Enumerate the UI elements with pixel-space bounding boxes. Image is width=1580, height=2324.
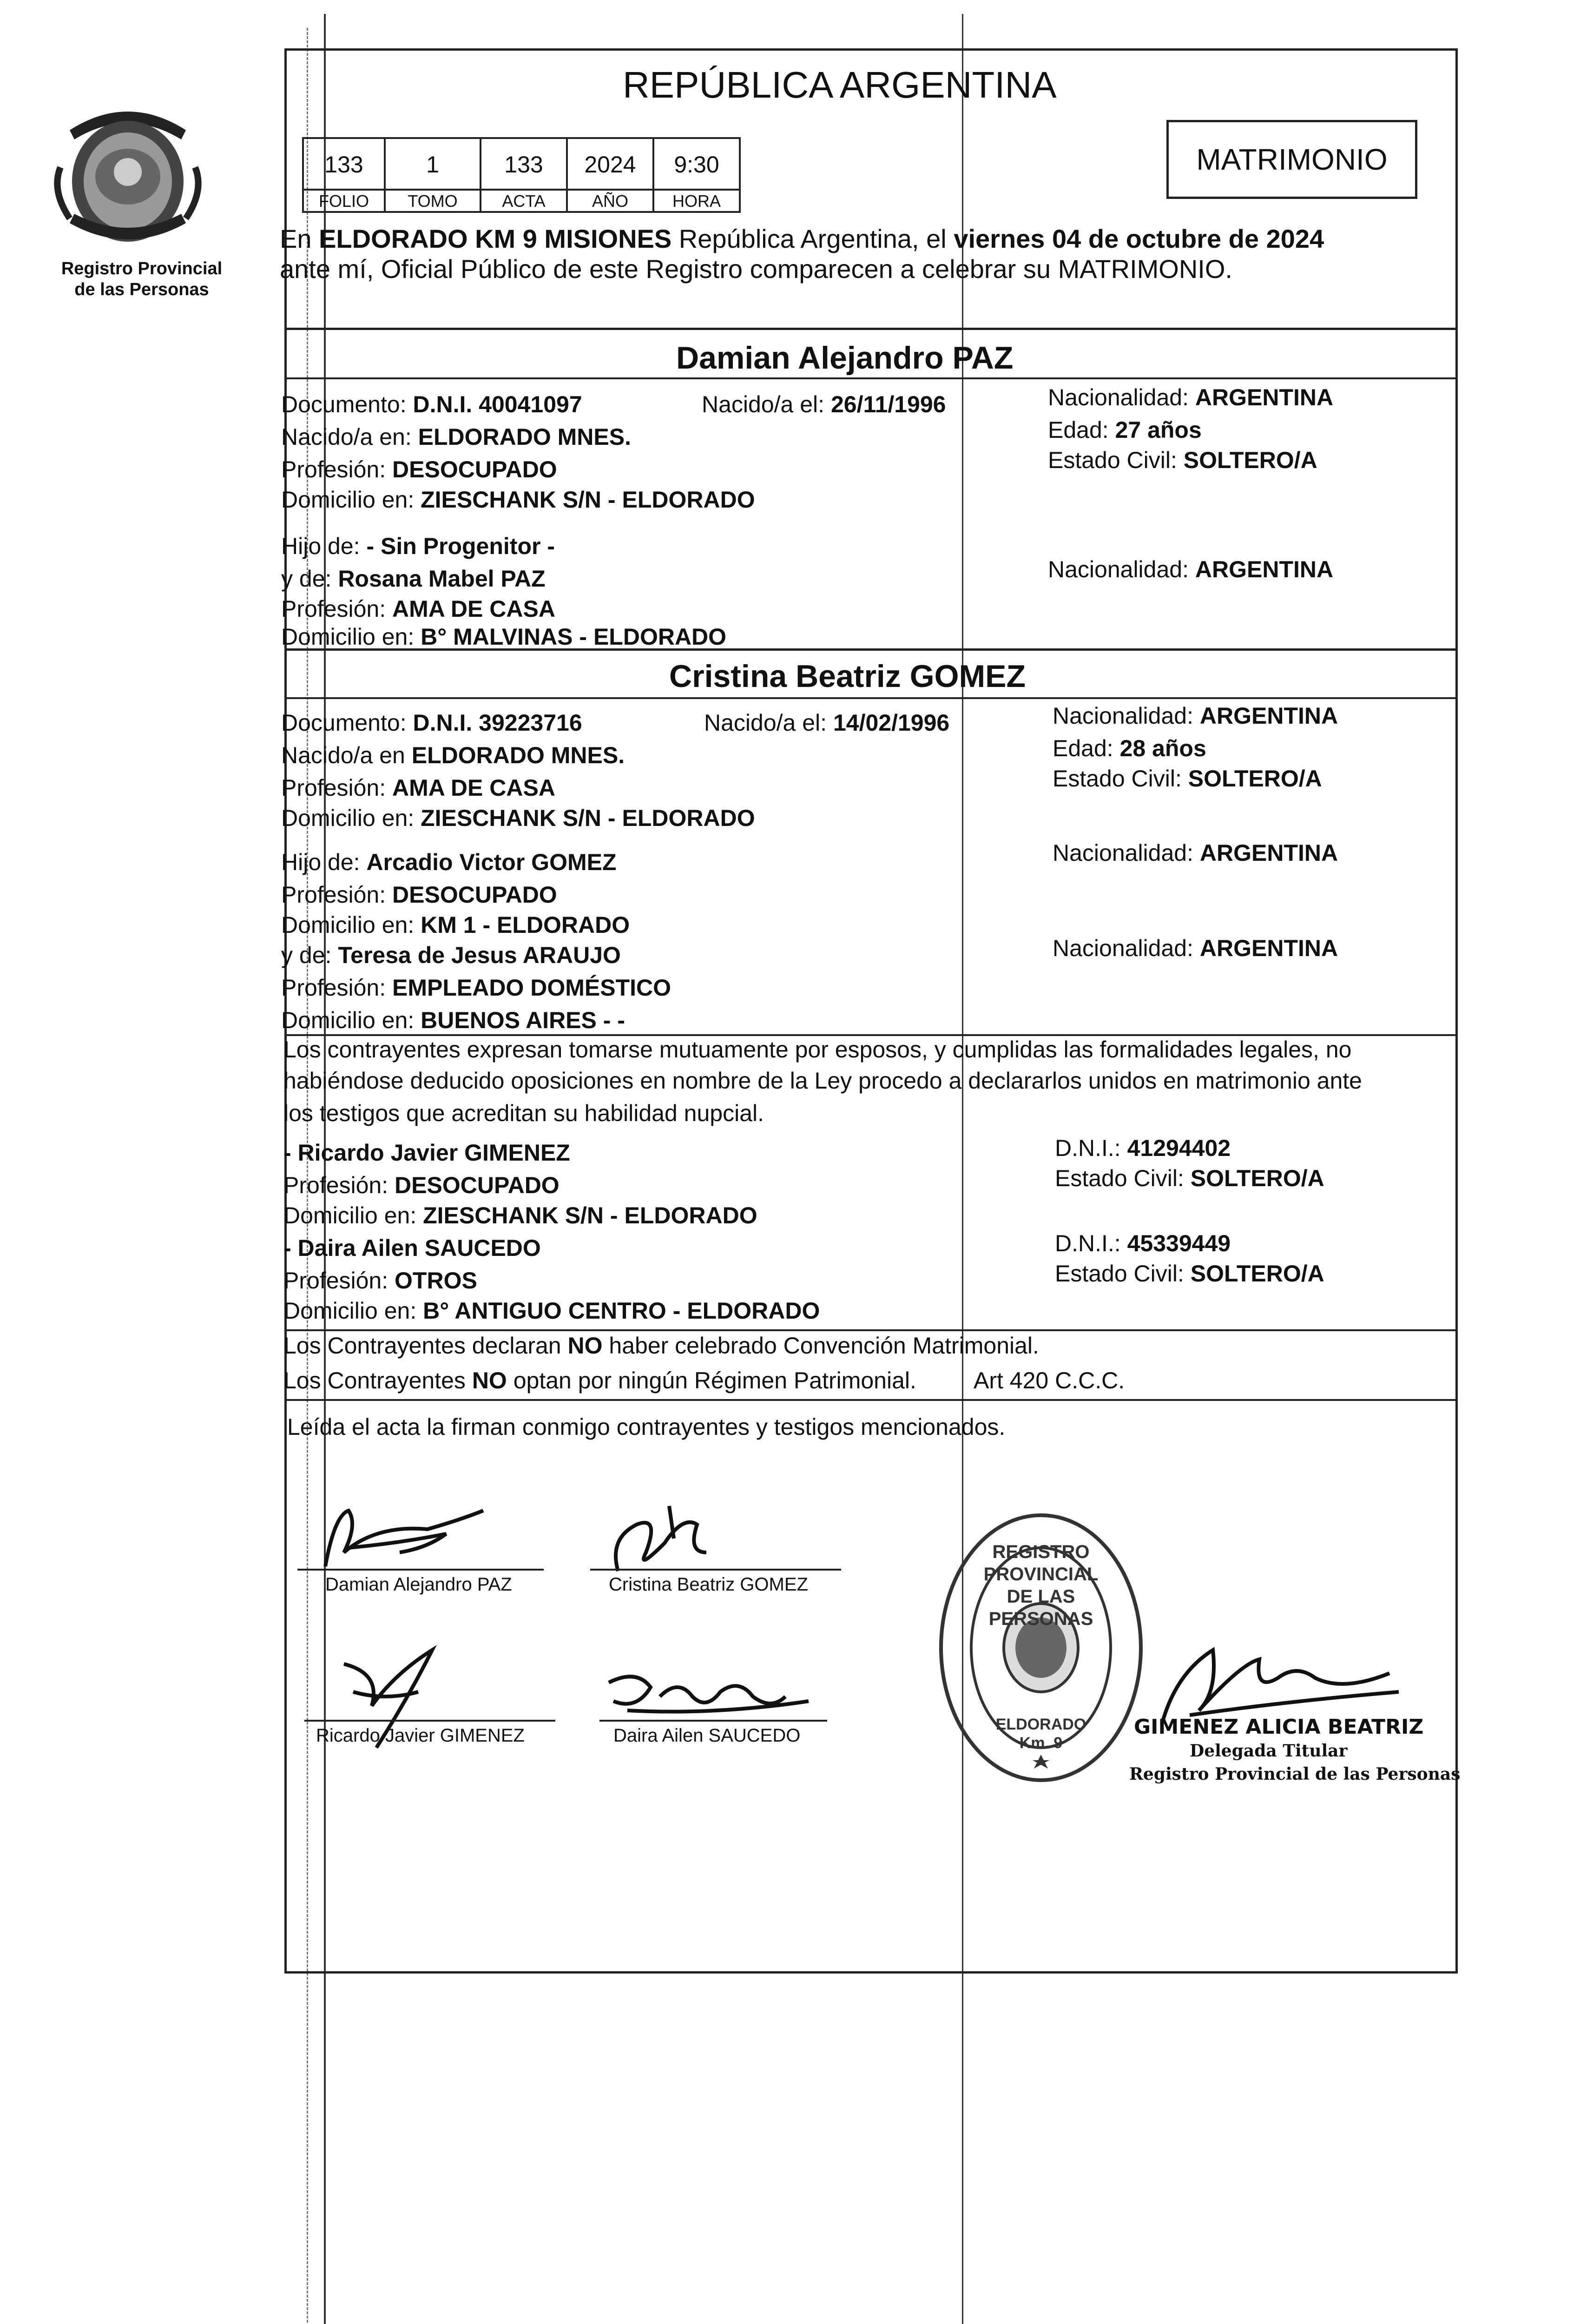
groom-sign-line bbox=[297, 1569, 544, 1571]
bride-doc: Documento: D.N.I. 39223716 bbox=[281, 710, 582, 736]
record-type-label: MATRIMONIO bbox=[1196, 143, 1388, 176]
convention-art: Art 420 C.C.C. bbox=[974, 1367, 1125, 1393]
acta-label: ACTA bbox=[480, 189, 568, 213]
witness2-civil: Estado Civil: SOLTERO/A bbox=[1055, 1261, 1324, 1287]
witness1-job: Profesión: DESOCUPADO bbox=[283, 1172, 560, 1198]
divider-2 bbox=[284, 377, 1458, 379]
bride-parent2-nat: Nacionalidad: ARGENTINA bbox=[1053, 935, 1338, 961]
official-office: Registro Provincial de las Personas bbox=[1129, 1764, 1461, 1784]
witness2-sign-label: Daira Ailen SAUCEDO bbox=[613, 1725, 801, 1746]
groom-parent2-nat: Nacionalidad: ARGENTINA bbox=[1048, 556, 1334, 582]
intro-line-1 bbox=[280, 223, 1324, 255]
bride-parent1-job: Profesión: DESOCUPADO bbox=[281, 882, 557, 908]
declaration-line-3: los testigos que acreditan su habilidad nupcial. bbox=[283, 1100, 764, 1126]
witness1-dni: D.N.I.: 41294402 bbox=[1055, 1135, 1231, 1161]
folio-value: 133 bbox=[302, 137, 386, 191]
closing-text: Leída el acta la firman conmigo contrayentes y testigos mencionados. bbox=[287, 1414, 1006, 1440]
witness2-signature-icon bbox=[599, 1659, 813, 1724]
divider-3 bbox=[284, 648, 1458, 651]
bride-sign-line bbox=[590, 1569, 841, 1571]
bride-parent1: Hijo de: Arcadio Victor GOMEZ bbox=[281, 849, 617, 875]
groom-doc: Documento: D.N.I. 40041097 bbox=[281, 391, 582, 417]
groom-sign-label: Damian Alejandro PAZ bbox=[325, 1574, 512, 1595]
bride-parent2-job: Profesión: EMPLEADO DOMÉSTICO bbox=[281, 975, 672, 1001]
bride-parent1-addr: Domicilio en: KM 1 - ELDORADO bbox=[281, 912, 630, 938]
anio-value: 2024 bbox=[566, 137, 654, 191]
seal-ring-text: REGISTRO PROVINCIAL DE LAS PERSONAS bbox=[983, 1542, 1099, 1629]
bride-parent2: y de: Teresa de Jesus ARAUJO bbox=[281, 942, 621, 968]
tomo-value: 1 bbox=[384, 137, 481, 191]
witness2-dni: D.N.I.: 45339449 bbox=[1055, 1230, 1231, 1256]
intro-republica: República Argentina, el bbox=[678, 224, 947, 253]
bride-signature-icon bbox=[590, 1497, 730, 1580]
groom-civil: Estado Civil: SOLTERO/A bbox=[1048, 447, 1317, 473]
groom-parent2-job: Profesión: AMA DE CASA bbox=[281, 596, 555, 622]
anio-label: AÑO bbox=[566, 189, 654, 213]
hora-value: 9:30 bbox=[652, 137, 741, 191]
groom-addr: Domicilio en: ZIESCHANK S/N - ELDORADO bbox=[281, 487, 755, 513]
witness1-addr: Domicilio en: ZIESCHANK S/N - ELDORADO bbox=[283, 1202, 757, 1228]
bride-civil: Estado Civil: SOLTERO/A bbox=[1053, 766, 1322, 792]
misiones-seal-icon bbox=[51, 98, 204, 256]
declaration-line-2: habiéndose deducido oposiciones en nombre de la Ley procedo a declararlos unidos en matrimonio ante bbox=[283, 1068, 1362, 1094]
convention-line-2: Los Contrayentes NO optan por ningún Régimen Patrimonial. bbox=[283, 1367, 916, 1393]
bride-name: Cristina Beatriz GOMEZ bbox=[669, 659, 1026, 694]
witness2-name: - Daira Ailen SAUCEDO bbox=[283, 1235, 541, 1261]
groom-signature-icon bbox=[307, 1497, 493, 1580]
bride-parent1-nat: Nacionalidad: ARGENTINA bbox=[1053, 840, 1338, 866]
page-title: REPÚBLICA ARGENTINA bbox=[623, 64, 1057, 106]
groom-parent2: y de: Rosana Mabel PAZ bbox=[281, 566, 546, 592]
bride-age: Edad: 28 años bbox=[1053, 735, 1206, 761]
groom-parent2-addr: Domicilio en: B° MALVINAS - ELDORADO bbox=[281, 624, 727, 650]
bride-sign-label: Cristina Beatriz GOMEZ bbox=[609, 1574, 808, 1595]
bride-parent2-addr: Domicilio en: BUENOS AIRES - - bbox=[281, 1007, 625, 1033]
witness1-civil: Estado Civil: SOLTERO/A bbox=[1055, 1165, 1324, 1191]
logo-caption-1: Registro Provincial bbox=[61, 259, 223, 278]
province-logo bbox=[51, 98, 204, 256]
seal-inner-text: ELDORADO Km. 9 bbox=[995, 1716, 1086, 1752]
groom-name: Damian Alejandro PAZ bbox=[676, 340, 1014, 376]
intro-place: ELDORADO KM 9 MISIONES bbox=[319, 224, 672, 253]
witness2-job: Profesión: OTROS bbox=[283, 1268, 477, 1294]
divider-1 bbox=[284, 328, 1458, 330]
hora-label: HORA bbox=[652, 189, 741, 213]
bride-birthplace: Nacido/a en ELDORADO MNES. bbox=[281, 742, 625, 768]
groom-job: Profesión: DESOCUPADO bbox=[281, 456, 557, 482]
intro-en: En bbox=[280, 224, 312, 253]
groom-born: Nacido/a el: 26/11/1996 bbox=[702, 391, 946, 417]
intro-date: viernes 04 de octubre de 2024 bbox=[954, 224, 1324, 253]
convention-line-1: Los Contrayentes declaran NO haber celebrado Convención Matrimonial. bbox=[283, 1333, 1039, 1359]
declaration-line-1: Los contrayentes expresan tomarse mutuamente por esposos, y cumplidas las formalidades legales, no bbox=[283, 1037, 1352, 1063]
divider-6 bbox=[284, 1329, 1458, 1331]
divider-4 bbox=[284, 697, 1458, 699]
folio-label: FOLIO bbox=[302, 189, 386, 213]
witness2-sign-line bbox=[599, 1720, 827, 1722]
logo-caption-2: de las Personas bbox=[74, 280, 209, 299]
official-role: Delegada Titular bbox=[1190, 1741, 1348, 1761]
witness1-sign-label: Ricardo Javier GIMENEZ bbox=[316, 1725, 525, 1746]
tomo-label: TOMO bbox=[384, 189, 481, 213]
groom-birthplace: Nacido/a en: ELDORADO MNES. bbox=[281, 424, 632, 450]
bride-born: Nacido/a el: 14/02/1996 bbox=[704, 710, 950, 736]
record-type-box bbox=[1166, 120, 1417, 199]
acta-value: 133 bbox=[480, 137, 568, 191]
witness2-addr: Domicilio en: B° ANTIGUO CENTRO - ELDORADO bbox=[283, 1298, 820, 1324]
groom-nat: Nacionalidad: ARGENTINA bbox=[1048, 384, 1334, 410]
bride-nat: Nacionalidad: ARGENTINA bbox=[1053, 703, 1338, 729]
witness1-name: - Ricardo Javier GIMENEZ bbox=[283, 1140, 570, 1166]
official-seal bbox=[934, 1508, 1148, 1787]
divider-7 bbox=[284, 1399, 1458, 1401]
groom-parent1: Hijo de: - Sin Progenitor - bbox=[281, 533, 555, 559]
witness1-sign-line bbox=[304, 1720, 555, 1722]
official-name: GIMENEZ ALICIA BEATRIZ bbox=[1134, 1715, 1424, 1739]
bride-addr: Domicilio en: ZIESCHANK S/N - ELDORADO bbox=[281, 805, 755, 831]
groom-age: Edad: 27 años bbox=[1048, 417, 1202, 443]
bride-job: Profesión: AMA DE CASA bbox=[281, 775, 555, 801]
intro-line-2: ante mí, Oficial Público de este Registro comparecen a celebrar su MATRIMONIO. bbox=[280, 254, 1232, 284]
